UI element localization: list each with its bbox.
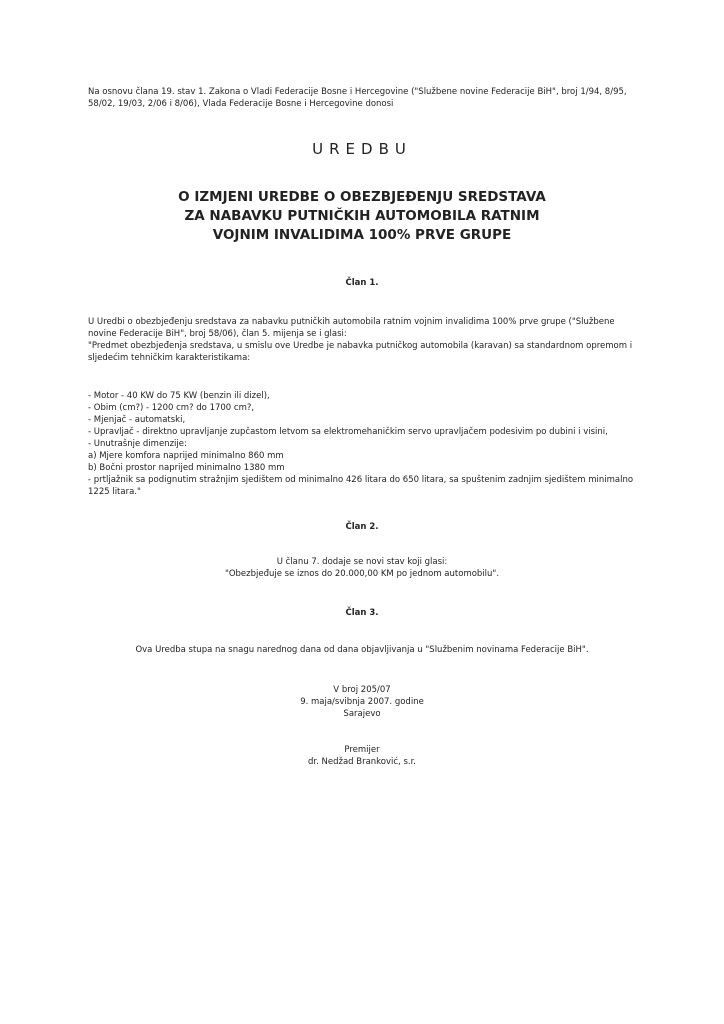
- reference-city: Sarajevo: [343, 709, 381, 719]
- signatory-name: dr. Nedžad Branković, s.r.: [307, 757, 417, 767]
- document-title: [88, 188, 636, 245]
- signature-block: [88, 744, 636, 768]
- document-reference: [88, 684, 636, 720]
- article-3-text: Ova Uredba stupa na snagu narednog dana od dana objavljivanja u "Službenim novinama Federacije BiH".: [135, 645, 589, 655]
- title-line: O IZMJENI UREDBE O OBEZBJEĐENJU SREDSTAVA: [178, 189, 546, 205]
- list-item: - Motor - 40 KW do 75 KW (benzin ili dizel),: [88, 391, 270, 401]
- list-item: a) Mjere komfora naprijed minimalno 860 mm: [88, 451, 284, 461]
- list-item: - Unutrašnje dimenzije:: [88, 439, 187, 449]
- article-1-paragraph: U Uredbi o obezbjeđenju sredstava za nabavku putničkih automobila ratnim vojnim invalidima 100% prve grupe ("Službene novine Federacije BiH", broj 58/06), član 5. mijenja se i glasi:: [88, 317, 615, 339]
- article-1-label: Član 1.: [345, 278, 379, 288]
- document-heading: UREDBU: [312, 140, 412, 158]
- article-3-label: Član 3.: [345, 608, 379, 618]
- article-2-line: "Obezbjeđuje se iznos do 20.000,00 KM po jednom automobilu".: [224, 569, 500, 579]
- reference-date: 9. maja/svibnja 2007. godine: [300, 697, 424, 707]
- article-2-line: U članu 7. dodaje se novi stav koji glasi:: [276, 557, 448, 567]
- article-1-body: [88, 316, 636, 364]
- list-item: - Mjenjač - automatski,: [88, 415, 186, 425]
- specification-list: [88, 390, 636, 498]
- list-item: - Upravljač - direktno upravljanje zupčastom letvom sa elektromehaničkim servo upravljačem podesivim po dubini i visini,: [88, 427, 608, 437]
- title-line: VOJNIM INVALIDIMA 100% PRVE GRUPE: [212, 227, 512, 243]
- article-2-label: Član 2.: [345, 522, 379, 532]
- article-2-body: [88, 556, 636, 580]
- title-line: ZA NABAVKU PUTNIČKIH AUTOMOBILA RATNIM: [184, 208, 540, 224]
- intro-paragraph: Na osnovu člana 19. stav 1. Zakona o Vladi Federacije Bosne i Hercegovine ("Službene novine Federacije BiH", broj 1/94, 8/95, 58/02, 19/03, 2/06 i 8/06), Vlada Federacije Bosne i Hercegovine donosi: [88, 87, 627, 109]
- list-item: - prtljažnik sa podignutim stražnjim sjedištem od minimalno 426 litara do 650 litara, sa spuštenim zadnjim sjedištem minimalno 1225 litara.": [88, 475, 634, 497]
- list-item: b) Bočni prostor naprijed minimalno 1380 mm: [88, 463, 285, 473]
- article-1-quote: "Predmet obezbjeđenja sredstava, u smislu ove Uredbe je nabavka putničkog automobila (karavan) sa standardnom opremom i sljedećim tehničkim karakteristikama:: [88, 341, 633, 363]
- list-item: - Obim (cm?) - 1200 cm? do 1700 cm?,: [88, 403, 255, 413]
- signatory-role: Premijer: [344, 745, 380, 755]
- reference-number: V broj 205/07: [333, 685, 391, 695]
